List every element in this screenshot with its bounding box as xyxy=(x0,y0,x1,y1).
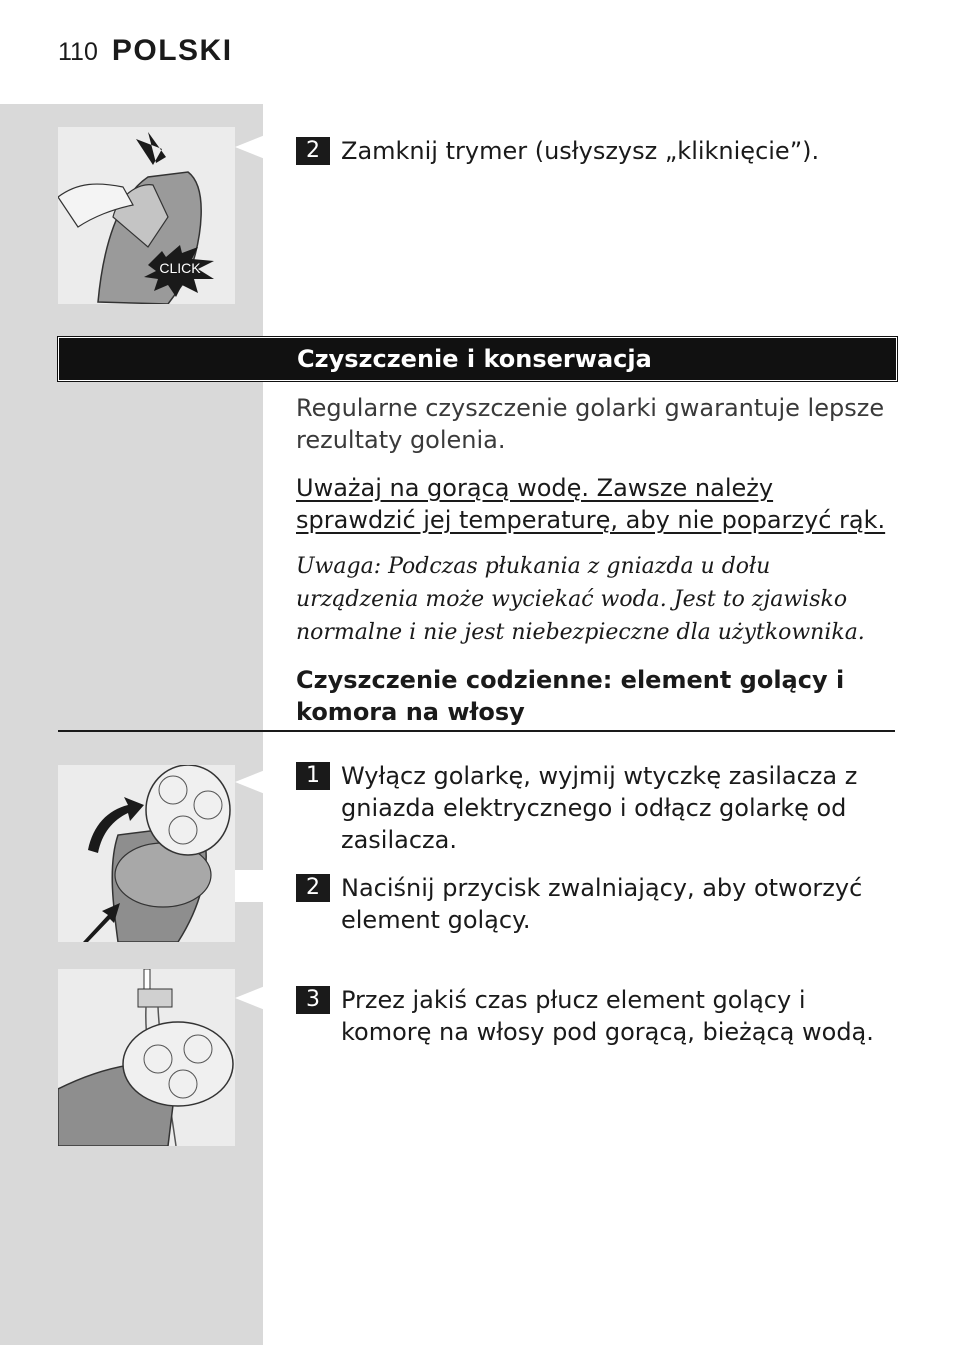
section-title: Czyszczenie i konserwacja xyxy=(297,345,652,373)
step-number: 3 xyxy=(296,986,330,1014)
section-divider xyxy=(58,730,895,732)
step-number: 1 xyxy=(296,762,330,790)
click-label: CLICK xyxy=(159,260,201,276)
step-2 xyxy=(296,872,886,936)
illustration-rinse xyxy=(58,969,235,1146)
warning-paragraph xyxy=(296,472,886,536)
step-1 xyxy=(296,760,886,856)
trimmer-drawing xyxy=(58,127,235,304)
step-text: Zamknij trymer (usłyszysz „kliknięcie”). xyxy=(341,137,820,165)
pointer-notch xyxy=(235,770,265,794)
warning-text: Uważaj na gorącą wodę. Zawsze należy sprawdzić jej temperaturę, aby nie poparzyć rąk. xyxy=(296,474,886,534)
page-header xyxy=(58,34,233,68)
note-paragraph: Uwaga: Podczas płukania z gniazda u dołu urządzenia może wyciekać woda. Jest to zjawisko normalne i nie jest niebezpieczne dla użytkownika. xyxy=(296,554,865,645)
subheading: Czyszczenie codzienne: element golący i komora na włosy xyxy=(296,666,845,726)
step-number: 2 xyxy=(296,874,330,902)
section-heading-bar xyxy=(58,337,897,381)
step-text: Przez jakiś czas płucz element golący i komorę na włosy pod gorącą, bieżącą wodą. xyxy=(341,986,874,1046)
pointer-notch xyxy=(235,986,265,1010)
step-number: 2 xyxy=(296,137,330,165)
pointer-notch xyxy=(235,135,265,159)
illustration-open-shaving-unit xyxy=(58,765,235,942)
shaver-open-drawing xyxy=(58,765,235,942)
language-title: POLSKI xyxy=(111,34,233,67)
rinse-drawing xyxy=(58,969,235,1146)
page-number: 110 xyxy=(58,38,98,66)
step-text: Naciśnij przycisk zwalniający, aby otworzyć element golący. xyxy=(341,874,863,934)
intro-paragraph: Regularne czyszczenie golarki gwarantuje lepsze rezultaty golenia. xyxy=(296,394,885,454)
step-text: Wyłącz golarkę, wyjmij wtyczkę zasilacza z gniazda elektrycznego i odłącz golarkę od zasilacza. xyxy=(341,762,858,854)
pointer-gap xyxy=(235,870,263,902)
step-close-trimmer xyxy=(296,135,886,167)
illustration-close-trimmer xyxy=(58,127,235,304)
step-3 xyxy=(296,984,886,1048)
